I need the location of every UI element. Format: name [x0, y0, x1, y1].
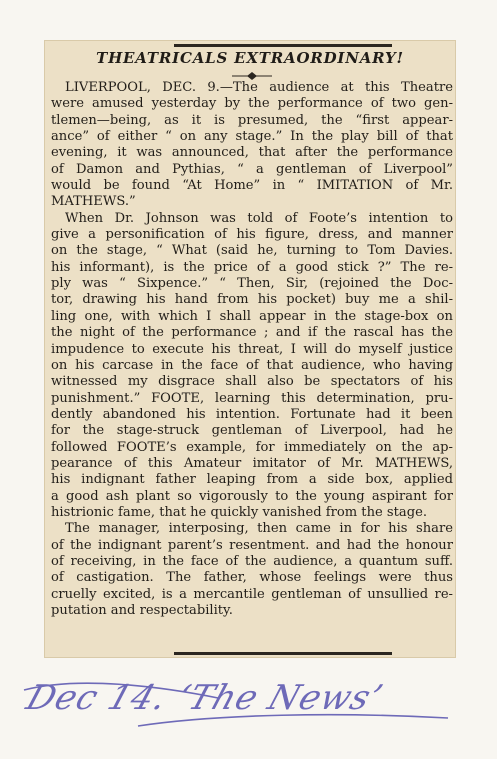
- article-line: his informant), is the price of a good stick ?” The re-: [51, 259, 453, 275]
- article-line: ling one, with which I shall appear in the stage-box on: [51, 308, 453, 324]
- article-body: [51, 80, 453, 619]
- article-line: tlemen—being, as it is presumed, the “first appear-: [51, 112, 453, 128]
- article-line: histrionic fame, that he quickly vanished from the stage.: [51, 504, 427, 520]
- article-line: of castigation. The father, whose feelings were thus: [51, 570, 453, 586]
- article-line: evening, it was announced, that after the performance: [51, 145, 453, 161]
- article-line: would be found “At Home” in “ IMITATION of Mr.: [51, 178, 453, 194]
- article-line: of Damon and Pythias, “ a gentleman of Liverpool”: [51, 161, 453, 177]
- article-line: tor, drawing his hand from his pocket) buy me a shil-: [51, 292, 453, 308]
- bottom-rule: [174, 652, 392, 655]
- article-line: When Dr. Johnson was told of Foote’s intention to: [65, 210, 453, 226]
- article-line: LIVERPOOL, DEC. 9.—The audience at this Theatre: [65, 80, 453, 95]
- article-line: on his carcase in the face of that audience, who having: [51, 357, 453, 373]
- article-line: cruelly excited, is a mercantile gentleman of unsullied re-: [51, 586, 453, 602]
- article-line: dently abandoned his intention. Fortunate had it been: [51, 406, 453, 422]
- article-line: the night of the performance ; and if the rascal has the: [51, 325, 453, 341]
- headline: THEATRICALS EXTRAORDINARY!: [96, 49, 404, 67]
- article-line: give a personification of his figure, dress, and manner: [51, 227, 453, 243]
- article-line: of receiving, in the face of the audience, a quantum suff.: [51, 553, 453, 569]
- article-line: of the indignant parent’s resentment. and had the honour: [51, 537, 453, 553]
- handwritten-note: Dec 14. ‘The News’: [21, 678, 389, 718]
- newspaper-clipping: [44, 40, 456, 658]
- article-line: his indignant father leaping from a side box, applied: [51, 472, 453, 488]
- article-line: were amused yesterday by the performance of two gen-: [51, 96, 453, 112]
- article-line: for the stage-struck gentleman of Liverpool, had he: [51, 423, 453, 439]
- top-rule: [174, 44, 392, 47]
- article-line: pearance of this Amateur imitator of Mr. MATHEWS,: [51, 455, 453, 471]
- article-line: a good ash plant so vigorously to the young aspirant for: [51, 488, 453, 504]
- article-line: punishment.” FOOTE, learning this determination, pru-: [51, 390, 453, 406]
- article-line: ance” of either “ on any stage.” In the play bill of that: [51, 129, 453, 145]
- article-line: on the stage, “ What (said he, turning to Tom Davies.: [51, 243, 453, 259]
- article-line: The manager, interposing, then came in for his share: [65, 521, 453, 537]
- article-line: witnessed my disgrace shall also be spectators of his: [51, 374, 453, 390]
- article-line: ply was “ Sixpence.” “ Then, Sir, (rejoined the Doc-: [51, 276, 453, 292]
- article-line: followed FOOTE’s example, for immediately on the ap-: [51, 439, 453, 455]
- article-line: putation and respectability.: [51, 603, 233, 618]
- article-line: MATHEWS.”: [51, 194, 136, 210]
- handwritten-annotation: [18, 668, 488, 748]
- article-line: impudence to execute his threat, I will do myself justice: [51, 341, 453, 357]
